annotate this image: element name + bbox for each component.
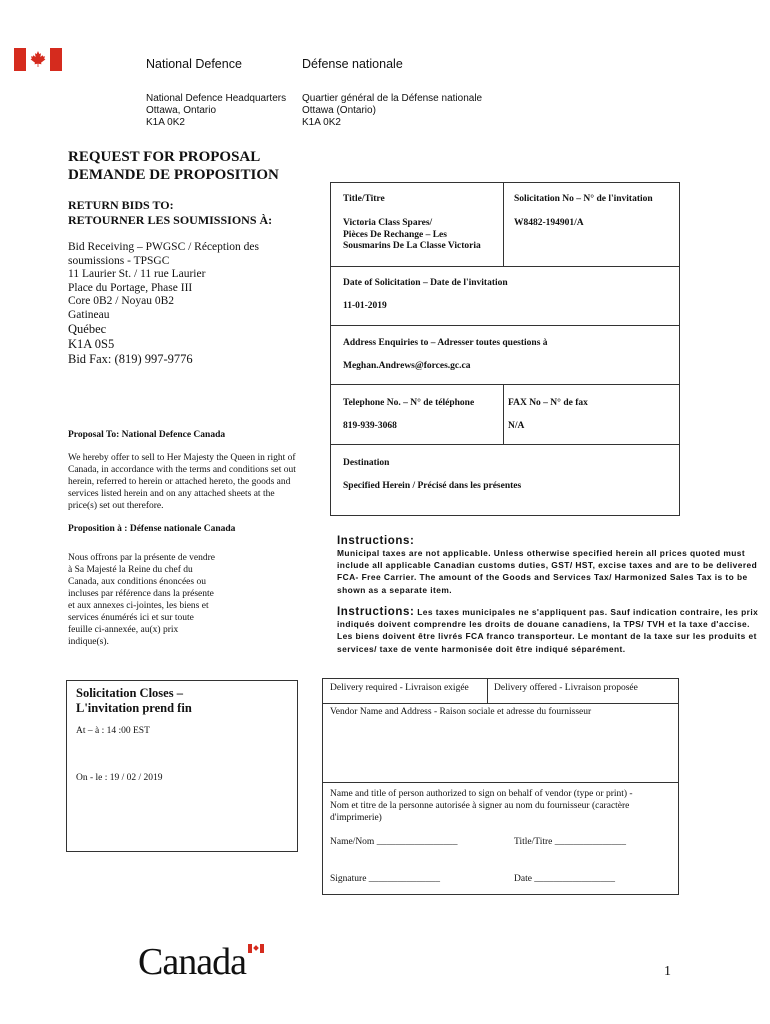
title-value: Victoria Class Spares/ Pièces De Rechange – Les Sousmarins De La Classe Victoria: [343, 218, 481, 251]
solicitation-label: Solicitation No – N° de l'invitation: [514, 194, 653, 204]
instructions-text-en: Municipal taxes are not applicable. Unless otherwise specified herein all prices quoted must include all applicable Canadian customs duties, GST/ HST, excise taxes and are to be delivered FCA- Free Carrier. The amount of the Goods and Services Tax/ Harmonized Sales Tax is to be shown as a separate item.: [337, 548, 758, 595]
solicitation-value: W8482-194901/A: [514, 218, 584, 228]
instructions-heading: Instructions:: [337, 535, 415, 547]
proposal-to-fr: Proposition à : Défense nationale Canada: [68, 524, 236, 534]
offer-text-fr: Nous offrons par la présente de vendre à Sa Majesté la Reine du chef du Canada, aux conditions énoncées ou incluses par référence dans la présente et aux annexes ci-jointes, les biens et services énumérés ici et sur toute feuille ci-annexée, au(x) prix indique(s).: [68, 553, 216, 647]
bid-receiving-address: Bid Receiving – PWGSC / Réception des soumissions - TPSGC 11 Laurier St. / 11 rue Laurier Place du Portage, Phase III Core 0B2 / Noyau 0B2 Gatineau: [68, 241, 260, 321]
address-enquiries-label: Address Enquiries to – Adresser toutes questions à: [343, 338, 548, 348]
proposal-to-en: Proposal To: National Defence Canada: [68, 430, 226, 440]
instructions-fr: [337, 606, 761, 655]
title-field[interactable]: Title/Titre _______________: [514, 837, 626, 847]
date-label: Date of Solicitation – Date de l'invitation: [343, 278, 508, 288]
dept-name-en: National Defence: [146, 57, 242, 71]
canada-flag-icon: [14, 48, 62, 71]
address-fr: Quartier général de la Défense nationale Ottawa (Ontario) K1A 0K2: [302, 93, 483, 128]
return-bids-en: RETURN BIDS TO:: [68, 198, 174, 212]
destination-value: Specified Herein / Précisé dans les présentes: [343, 481, 522, 491]
date-value: 11-01-2019: [343, 301, 387, 311]
bid-receiving-address-2: Québec K1A 0S5 Bid Fax: (819) 997-9776: [68, 322, 193, 366]
destination-label: Destination: [343, 458, 390, 468]
fax-label: FAX No – N° de fax: [508, 398, 588, 408]
phone-label: Telephone No. – N° de téléphone: [343, 398, 475, 408]
canada-wordmark: Canada: [138, 941, 246, 983]
solicitation-closes-title: Solicitation Closes – L'invitation prend fin: [76, 686, 192, 715]
closing-time: At – à : 14 :00 EST: [76, 726, 150, 736]
wordmark-flag-icon: [248, 944, 264, 953]
delivery-required: Delivery required - Livraison exigée: [330, 683, 469, 693]
signature-field[interactable]: Signature _______________: [330, 874, 441, 884]
page-number: 1: [664, 964, 671, 979]
instructions-text-fr: Les taxes municipales ne s'appliquent pas. Sauf indication contraire, les prix indiqués doivent comprendre les droits de douane canadiens, la TPS/ TVH et la taxe d'accise. Les biens doivent être livrés FCA franco transporteur. Le montant de la taxe sur les produits et services/ taxe de vente harmonisée doit être indiqué séparément.: [337, 607, 759, 654]
title-fr: DEMANDE DE PROPOSITION: [68, 167, 279, 183]
title-en: REQUEST FOR PROPOSAL: [68, 149, 261, 165]
offer-text-en: We hereby offer to sell to Her Majesty the Queen in right of Canada, in accordance with the terms and conditions set out herein, referred to herein or attached hereto, the goods and services listed herein and on any attached sheets at the price(s) set out therefore.: [68, 453, 296, 511]
address-enquiries-value: Meghan.Andrews@forces.gc.ca: [343, 361, 471, 371]
vendor-name-address: Vendor Name and Address - Raison sociale et adresse du fournisseur: [330, 707, 592, 717]
delivery-offered: Delivery offered - Livraison proposée: [494, 683, 638, 693]
dept-name-fr: Défense nationale: [302, 57, 403, 71]
authorized-person-label: Name and title of person authorized to sign on behalf of vendor (type or print) - Nom et titre de la personne autorisée à signer au nom du fournisseur (caractère d'imprimerie): [330, 789, 633, 823]
instructions-heading-fr: Instructions:: [337, 606, 415, 618]
return-bids-fr: RETOURNER LES SOUMISSIONS À:: [68, 213, 273, 227]
title-label: Title/Titre: [343, 194, 385, 204]
name-field[interactable]: Name/Nom _________________: [330, 837, 458, 847]
fax-value: N/A: [508, 421, 525, 431]
date-field[interactable]: Date _________________: [514, 874, 616, 884]
phone-value: 819-939-3068: [343, 421, 397, 431]
address-en: National Defence Headquarters Ottawa, Ontario K1A 0K2: [146, 93, 287, 128]
closing-date: On - le : 19 / 02 / 2019: [76, 773, 163, 783]
